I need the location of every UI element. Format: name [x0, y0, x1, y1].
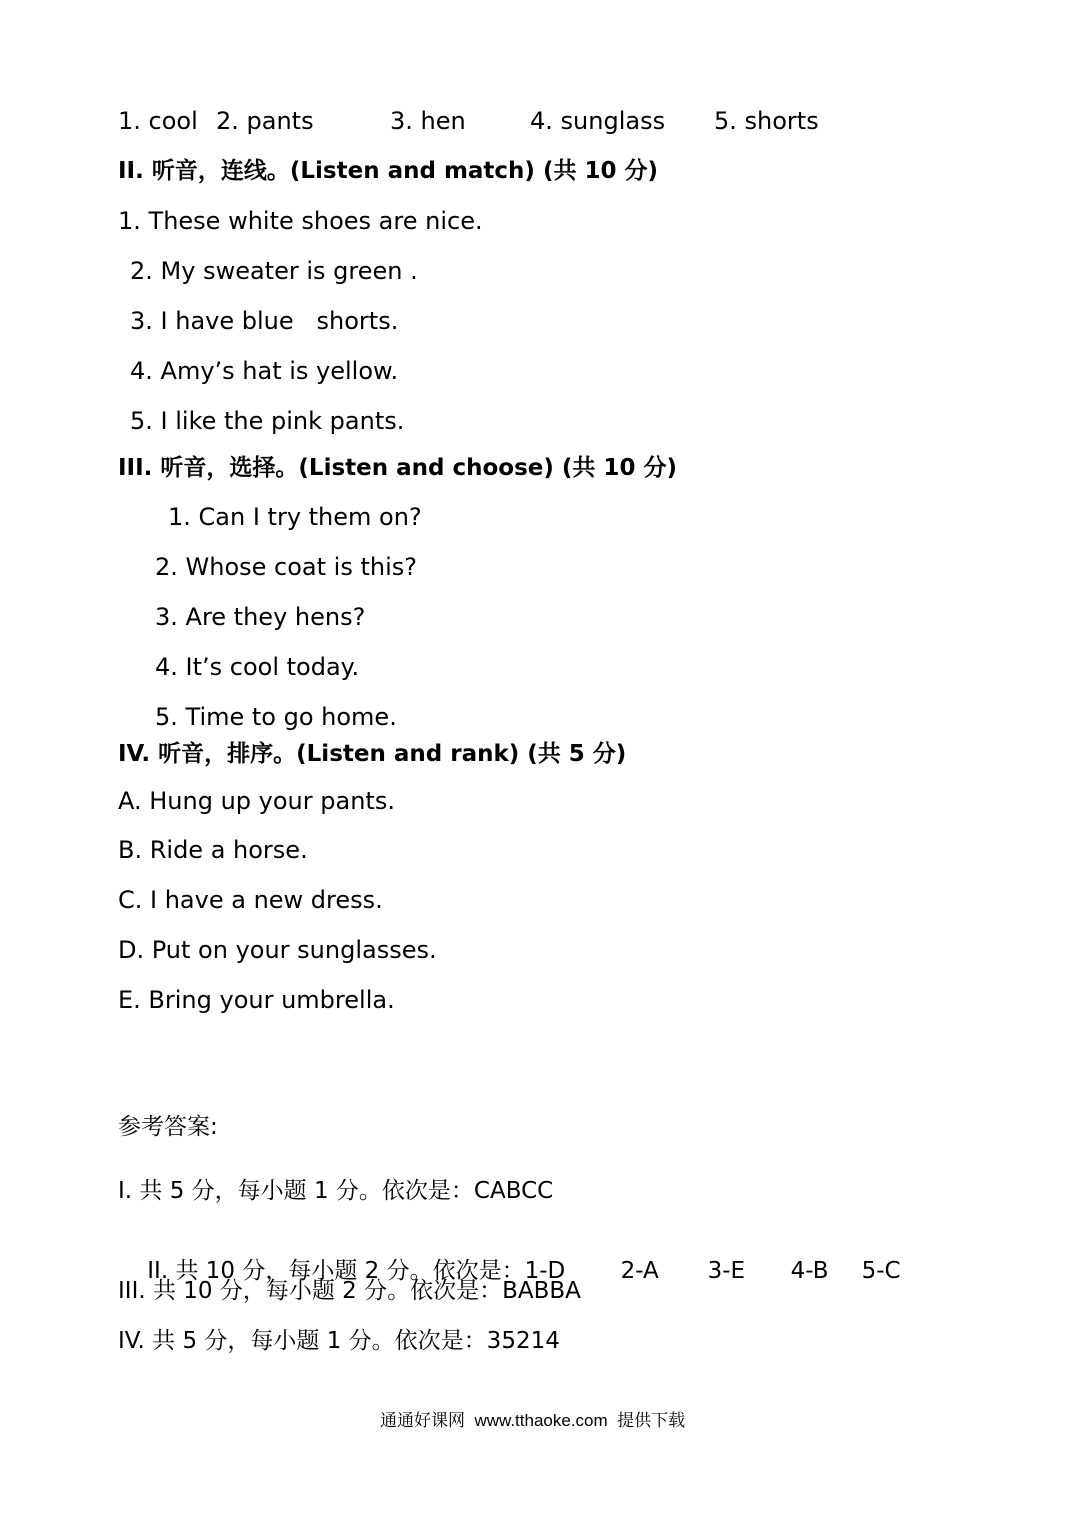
list-item: 2. My sweater is green . — [130, 257, 418, 285]
list-item: B. Ride a horse. — [118, 836, 308, 864]
word-item: 4. sunglass — [530, 107, 666, 135]
answer-line-4: IV. 共 5 分，每小题 1 分。依次是：35214 — [118, 1328, 560, 1354]
answer-line-2-prefix: II. 共 10 分，每小题 2 分。依次是： — [147, 1258, 525, 1284]
list-item: A. Hung up your pants. — [118, 787, 395, 815]
list-item: E. Bring your umbrella. — [118, 986, 395, 1014]
word-item: 3. hen — [390, 107, 466, 135]
answer-line-1: I. 共 5 分，每小题 1 分。依次是：CABCC — [118, 1178, 554, 1204]
footer-credit: 通通好课网 www.tthaoke.com 提供下载 — [380, 1411, 686, 1430]
list-item: 1. Can I try them on? — [168, 503, 422, 531]
answers-title: 参考答案: — [118, 1114, 218, 1140]
list-item: 3. Are they hens? — [155, 603, 366, 631]
word-item: 2. pants — [216, 107, 314, 135]
answer-value: 1-D — [524, 1258, 566, 1284]
answer-value: 4-B — [790, 1258, 829, 1284]
list-item: 4. It’s cool today. — [155, 653, 360, 681]
section2-heading: II. 听音，连线。(Listen and match) (共 10 分) — [118, 158, 658, 184]
section4-heading: IV. 听音，排序。(Listen and rank) (共 5 分) — [118, 741, 627, 767]
answer-value: 5-C — [861, 1258, 901, 1284]
word-item: 5. shorts — [714, 107, 819, 135]
word-item: 1. cool — [118, 107, 198, 135]
answer-value: 2-A — [620, 1258, 659, 1284]
list-item: 4. Amy’s hat is yellow. — [130, 357, 399, 385]
list-item: 5. Time to go home. — [155, 703, 397, 731]
list-item: 2. Whose coat is this? — [155, 553, 418, 581]
list-item: 1. These white shoes are nice. — [118, 207, 483, 235]
list-item: C. I have a new dress. — [118, 886, 383, 914]
list-item: 5. I like the pink pants. — [130, 407, 405, 435]
list-item: D. Put on your sunglasses. — [118, 936, 437, 964]
list-item: 3. I have blue shorts. — [130, 307, 399, 335]
section3-heading: III. 听音，选择。(Listen and choose) (共 10 分) — [118, 455, 677, 481]
answer-line-3: III. 共 10 分，每小题 2 分。依次是：BABBA — [118, 1278, 581, 1304]
answer-value: 3-E — [707, 1258, 746, 1284]
